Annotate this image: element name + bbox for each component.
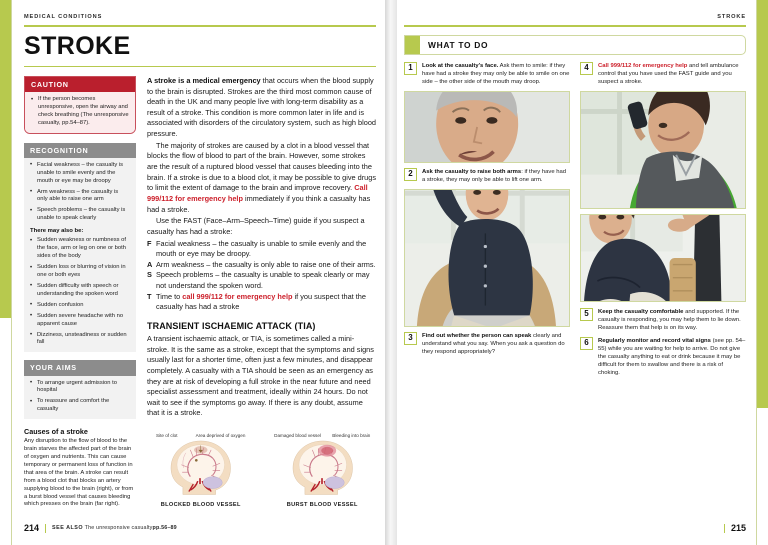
fast-text <box>156 292 376 313</box>
left-page-columns <box>24 76 376 509</box>
fast-t-post: if you suspect that the casualty has had a stroke <box>156 291 366 312</box>
intro-paragraph-2 <box>147 141 376 215</box>
causes-block <box>24 427 136 509</box>
recognition-body <box>24 158 136 352</box>
header-rule-left <box>24 25 376 27</box>
fast-key: F <box>147 238 152 248</box>
fast-key: T <box>147 291 152 301</box>
causes-heading: Causes of a stroke <box>24 426 88 436</box>
step-text <box>422 62 570 86</box>
step-rest: : if they have had a stroke, they may only be able to lift one arm. <box>422 168 567 183</box>
step-number: 2 <box>404 168 417 181</box>
list-item: • Dizziness, unsteadiness or sudden fall <box>30 332 130 348</box>
step-3 <box>404 332 570 356</box>
step-1 <box>404 62 570 86</box>
step-2-head <box>404 168 570 184</box>
diagram-blocked-vessel <box>147 425 255 508</box>
your-aims-heading: YOUR AIMS <box>24 360 136 375</box>
steps-columns <box>404 62 746 382</box>
recognition-box <box>24 143 136 353</box>
what-to-do-chip <box>405 36 420 54</box>
list-item: • Sudden difficulty with speech or understanding the spoken word <box>30 283 130 299</box>
page-number-left: 214 <box>24 523 40 533</box>
main-text-column <box>147 76 376 509</box>
diagram-caption: BURST BLOOD VESSEL <box>286 502 358 509</box>
list-item: • To arrange urgent admission to hospital <box>30 380 130 396</box>
step-text <box>422 332 570 356</box>
what-to-do-bar <box>404 35 746 55</box>
step-1-head <box>404 62 570 86</box>
fast-guide-list <box>147 239 376 313</box>
fast-item-t <box>147 292 376 313</box>
photo-portrait-man-face-droop <box>404 91 570 163</box>
running-head-right: STROKE <box>717 14 746 20</box>
step-rest: clearly and understand what you say. When you ask a question do they respond appropriately? <box>422 332 565 355</box>
your-aims-list <box>30 380 130 414</box>
fast-key: S <box>147 270 152 280</box>
steps-column-left <box>404 62 570 382</box>
caution-body <box>25 92 135 132</box>
step-rest: and tell ambulance control that you have used the FAST guide and you suspect a stroke. <box>598 62 739 85</box>
fast-item-a <box>147 260 376 271</box>
fast-intro: Use the FAST (Face–Arm–Speech–Time) guide if you suspect a casualty has had a stroke: <box>147 216 365 236</box>
head-anatomy-illustration <box>269 438 377 496</box>
your-aims-box <box>24 360 136 419</box>
edge-rule-left <box>11 0 12 545</box>
step-text <box>598 337 746 377</box>
header-rule-right <box>404 25 746 27</box>
fast-text: Speech problems – the casualty is unable to speak clearly or may not understand the spoken word. <box>156 270 370 291</box>
head-anatomy-illustration <box>147 438 255 496</box>
list-item: • Speech problems – the casualty is unable to speak clearly <box>30 207 130 223</box>
step-2 <box>404 168 570 184</box>
step-6-head <box>580 337 746 377</box>
footer-divider <box>724 524 725 533</box>
edge-rule-right <box>756 0 757 545</box>
step-6 <box>580 337 746 377</box>
step-text <box>598 308 746 332</box>
fast-key: A <box>147 259 153 269</box>
list-item: • Facial weakness – the casualty is unable to smile evenly and the mouth or eye may be droopy <box>30 162 130 185</box>
tia-heading: TRANSIENT ISCHAEMIC ATTACK (TIA) <box>147 320 316 331</box>
title-block <box>24 31 376 67</box>
diagram-label: Damaged blood vessel <box>274 432 321 438</box>
edge-tab-green-left <box>0 0 11 318</box>
step-emergency-lead: Call 999/112 for emergency help <box>598 62 688 69</box>
footer-left <box>24 523 177 533</box>
step-number: 1 <box>404 62 417 75</box>
step-lead: Find out whether the person can speak <box>422 332 532 339</box>
recognition-heading: RECOGNITION <box>24 143 136 158</box>
title-rule <box>24 66 376 67</box>
running-head-left: MEDICAL CONDITIONS <box>24 14 103 20</box>
para2-b: immediately if you think a casualty has had a stroke. <box>147 193 371 214</box>
list-item: • Sudden loss or blurring of vision in one or both eyes <box>30 264 130 280</box>
emergency-call-text: Call 999/112 for emergency help <box>147 183 368 203</box>
step-number: 6 <box>580 337 593 350</box>
step-rest: (see pp. 54–55) while you are waiting for help to arrive. Do not give the casualty anything to eat or drink because it may be difficult for them to swallow and there is a risk of choking. <box>598 337 746 376</box>
fast-t-pre: Time to <box>156 291 183 301</box>
page-number-right: 215 <box>730 523 746 533</box>
what-to-do-label: WHAT TO DO <box>428 39 489 50</box>
step-rest: and supported. If the casualty is responding, you may help them to lie down. Reassure them that help is on its way. <box>598 308 741 331</box>
fast-t-emergency: call 999/112 for emergency help <box>182 291 293 301</box>
intro-paragraph-1 <box>147 76 376 140</box>
intro-lead: A stroke is a medical emergency <box>147 75 261 85</box>
diagram-burst-vessel <box>269 425 377 508</box>
see-also-label: SEE ALSO <box>52 525 84 531</box>
diagram-caption: BLOCKED BLOOD VESSEL <box>160 502 241 509</box>
caution-list <box>31 96 129 127</box>
step-4 <box>580 62 746 86</box>
list-item: • If the person becomes unresponsive, open the airway and check breathing (The unresponsive casualty, pp.54–87). <box>31 96 129 127</box>
diagram-label: Bleeding into brain <box>332 432 371 438</box>
photo-helper-comforting-seated-man <box>580 214 746 302</box>
your-aims-body <box>24 376 136 419</box>
sidebar-column <box>24 76 136 509</box>
diagram-labels-left <box>147 425 255 438</box>
fast-text: Arm weakness – the casualty is only able to raise one of their arms. <box>156 259 376 269</box>
list-item: • Sudden severe headache with no apparent cause <box>30 313 130 329</box>
see-also-pages: pp.56–89 <box>152 525 177 531</box>
right-page <box>390 0 768 545</box>
steps-column-right <box>580 62 746 382</box>
list-item: • To reassure and comfort the casualty <box>30 398 130 414</box>
edge-tab-green-right <box>757 0 768 408</box>
see-also-text: The unresponsive casualty <box>84 525 153 531</box>
page-title: STROKE <box>24 31 131 60</box>
step-lead: Look at the casualty's face. <box>422 62 499 69</box>
photo-man-raising-one-arm <box>404 189 570 327</box>
see-also <box>52 525 177 531</box>
step-lead: Ask the casualty to raise both arms <box>422 168 522 175</box>
photo-man-on-phone <box>580 91 746 209</box>
diagram-row <box>147 425 376 508</box>
caution-heading: CAUTION <box>25 77 135 92</box>
step-5-head <box>580 308 746 332</box>
step-5 <box>580 308 746 332</box>
step-lead: Keep the casualty comfortable <box>598 308 684 315</box>
step-rest: Ask them to smile: if they have had a stroke they may only be able to smile on one side – the other side of the mouth may droop. <box>422 62 570 85</box>
tia-paragraph: A transient ischaemic attack, or TIA, is sometimes called a mini-stroke. It is the same as a stroke, except that the symptoms and signs usually last for a shorter time, often just a few minutes, and disappear completely. A casualty with a TIA should be seen as an emergency as they are at risk of developing a full stroke in the near future and need specialist assessment and treatment, ideally within 24 hours. Do not wait to see if the symptoms go away. If there is any doubt, assume that it is a stroke. <box>147 333 374 418</box>
step-number: 5 <box>580 308 593 321</box>
step-text <box>422 168 570 184</box>
step-4-head <box>580 62 746 86</box>
step-text <box>598 62 746 86</box>
intro-rest: that occurs when the blood supply to the brain is disrupted. Strokes are the third most common cause of death in the UK and many people live with long-term disability as a result of a stroke. This condition is more common later in life and is associated with disorders of the circulatory system, such as high blood pressure. <box>147 75 376 139</box>
recognition-list <box>30 162 130 223</box>
footer-divider <box>45 524 46 533</box>
step-number: 3 <box>404 332 417 345</box>
footer-right <box>724 523 746 533</box>
recognition-sub-lead: There may also be: <box>30 227 84 234</box>
list-item: • Arm weakness – the casualty is only able to raise one arm <box>30 189 130 205</box>
list-item: • Sudden confusion <box>30 302 130 310</box>
diagram-label: Area deprived of oxygen <box>195 432 246 438</box>
para2-a: The majority of strokes are caused by a clot in a blood vessel that blocks the flow of blood to part of the brain. However, some strokes are the result of a ruptured blood vessel that causes bleeding into the brain. If a stroke is due to a blood clot, it may be possible to give drugs to limit the extent of damage to the brain and improve recovery. <box>147 140 377 193</box>
caution-box <box>24 76 136 134</box>
step-lead: Regularly monitor and record vital signs <box>598 337 711 344</box>
causes-text: Any disruption to the flow of blood to the brain starves the affected part of the brain of oxygen and nutrients. This can cause temporary or permanent loss of function in that area of the brain. A stroke can result from a blood clot that blocks an artery supplying blood to the brain (right), or from a burst blood vessel that causes bleeding which presses on the brain (far right). <box>24 438 134 508</box>
diagram-label: Site of clot <box>156 432 178 438</box>
fast-item-s <box>147 270 376 291</box>
recognition-sub-list <box>30 237 130 347</box>
fast-text: Facial weakness – the casualty is unable to smile evenly and the mouth or eye may be droopy. <box>156 238 367 259</box>
step-3-head <box>404 332 570 356</box>
step-number: 4 <box>580 62 593 75</box>
fast-item-f <box>147 239 376 260</box>
list-item: • Sudden weakness or numbness of the face, arm or leg on one or both sides of the body <box>30 237 130 260</box>
diagram-labels-right <box>269 425 377 438</box>
